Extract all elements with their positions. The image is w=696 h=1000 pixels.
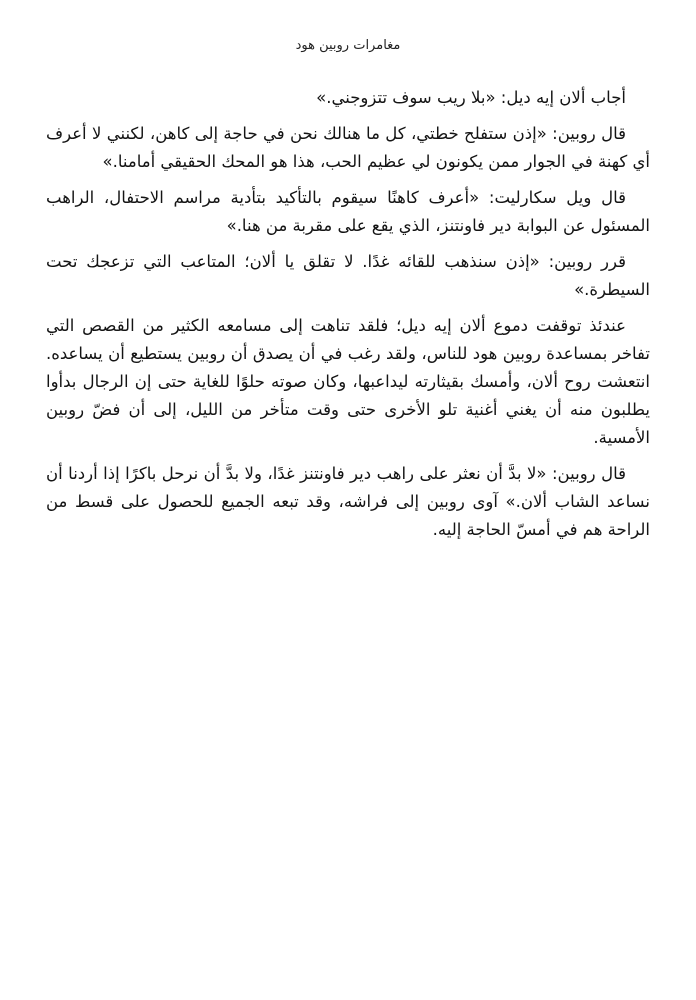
paragraph: عندئذ توقفت دموع ألان إيه ديل؛ فلقد تناهت إلى مسامعه الكثير من القصص التي تفاخر بمساعدة روبين هود للناس، ولقد رغب في أن يصدق أن روبين يستطيع أن يساعده. انتعشت روح ألان، وأمسك بقيثارته ليداعبها، وكان صوته حلوًا للغاية حتى إن الرجال بدأوا يطلبون منه أن يغني أغنية تلو الأخرى حتى وقت متأخر من الليل، إلى أن فضّ روبين الأمسية. (46, 316, 650, 447)
paragraph: أجاب ألان إيه ديل: «بلا ريب سوف تتزوجني.» (316, 88, 626, 107)
paragraph: قال روبين: «إذن ستفلح خطتي، كل ما هنالك نحن في حاجة إلى كاهن، لكنني لا أعرف أي كهنة في الجوار ممن يكونون لي عظيم الحب، هذا هو المحك الحقيقي أمامنا.» (46, 124, 650, 171)
paragraph: قال ويل سكارليت: «أعرف كاهنًا سيقوم بالتأكيد بتأدية مراسم الاحتفال، الراهب المسئول عن البوابة دير فاونتنز، الذي يقع على مقربة من هنا.» (46, 188, 650, 235)
body-text (46, 84, 650, 552)
running-header: مغامرات روبين هود (295, 38, 401, 53)
paragraph: قال روبين: «لا بدَّ أن نعثر على راهب دير فاونتنز غدًا، ولا بدَّ أن نرحل باكرًا إذا أردنا أن نساعد الشاب ألان.» آوى روبين إلى فراشه، وقد تبعه الجميع للحصول على قسط من الراحة هم في أمسّ الحاجة إليه. (46, 464, 650, 539)
paragraph: قرر روبين: «إذن سنذهب للقائه غدًا. لا تقلق يا ألان؛ المتاعب التي تزعجك تحت السيطرة.» (46, 252, 650, 299)
